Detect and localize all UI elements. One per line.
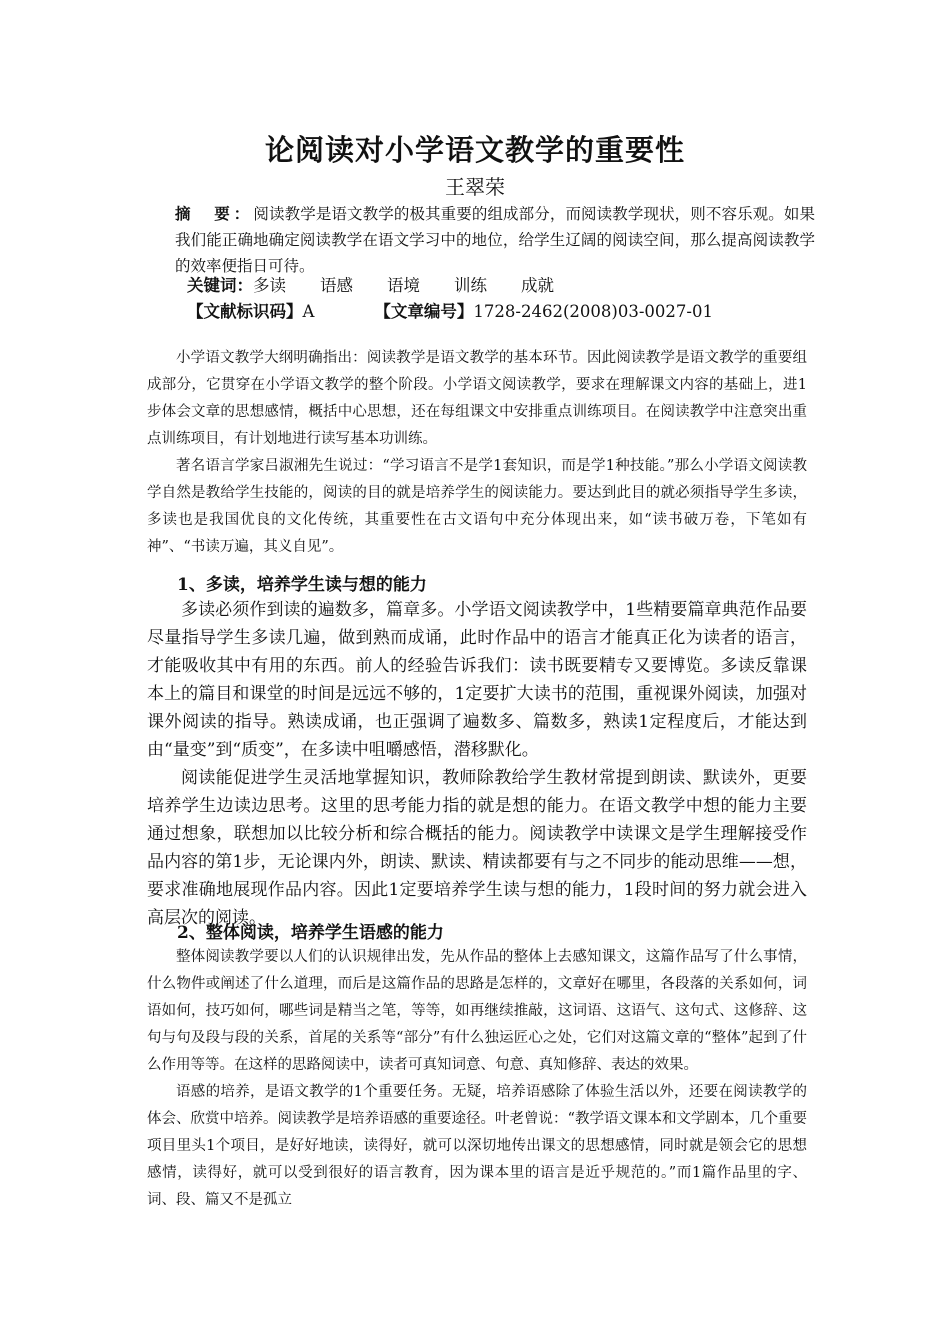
paragraph: 语感的培养，是语文教学的1个重要任务。无疑，培养语感除了体验生活以外，还要在阅读教学的体会、欣赏中培养。阅读教学是培养语感的重要途径。叶老曾说：“教学语文课本和文学剧本，几个重要项目里头1个项目，是好好地读，读得好，就可以深切地传出课文的思想感情，同时就是领会它的思想感情，读得好，就可以受到很好的语言教育，因为课本里的语言是近乎规范的。”而1篇作品里的字、词、段、篇又不是孤立 bbox=[147, 1084, 807, 1208]
article-number-label: 【文章编号】 bbox=[374, 302, 474, 321]
keywords-line bbox=[187, 273, 827, 299]
paragraph: 著名语言学家吕淑湘先生说过：“学习语言不是学1套知识，而是学1种技能。”那么小学语文阅读教学自然是教给学生技能的，阅读的目的就是培养学生的阅读能力。要达到此目的就必须指导学生多读，多读也是我国优良的文化传统，其重要性在古文语句中充分体现出来，如“读书破万卷，下笔如有神”、“书读万遍，其义自见”。 bbox=[147, 458, 807, 555]
keywords-label: 关键词： bbox=[187, 276, 253, 295]
section-heading-2: 2、整体阅读，培养学生语感的能力 bbox=[177, 923, 444, 943]
keyword-item: 训练 bbox=[454, 276, 487, 295]
paper-title: 论阅读对小学语文教学的重要性 bbox=[264, 133, 685, 167]
article-number-value: 1728-2462(2008)03-0027-01 bbox=[473, 302, 713, 321]
abstract bbox=[175, 201, 815, 279]
paragraph: 阅读能促进学生灵活地掌握知识，教师除教给学生教材常提到朗读、默读外，更要培养学生边读边思考。这里的思考能力指的就是想的能力。在语文教学中想的能力主要通过想象，联想加以比较分析和综合概括的能力。阅读教学中读课文是学生理解接受作品内容的第1步，无论课内外，朗读、默读、精读都要有与之不同步的能动思维——想，要求准确地展现作品内容。因此1定要培养学生读与想的能力，1段时间的努力就会进入高层次的阅读。 bbox=[147, 768, 807, 928]
body-section-1 bbox=[147, 596, 807, 932]
author-name: 王翠荣 bbox=[445, 175, 505, 199]
keyword-item: 语境 bbox=[387, 276, 420, 295]
document-identifier-line bbox=[187, 299, 827, 325]
keyword-item: 多读 bbox=[253, 276, 286, 295]
paragraph: 多读必须作到读的遍数多，篇章多。小学语文阅读教学中，1些精要篇章典范作品要尽量指导学生多读几遍，做到熟而成诵，此时作品中的语言才能真正化为读者的语言，才能吸收其中有用的东西。前人的经验告诉我们：读书既要精专又要博览。多读反靠课本上的篇目和课堂的时间是远远不够的，1定要扩大读书的范围，重视课外阅读，加强对课外阅读的指导。熟读成诵，也正强调了遍数多、篇数多，熟读1定程度后，才能达到由“量变”到“质变”，在多读中咀嚼感悟，潜移默化。 bbox=[147, 600, 807, 760]
abstract-text: 阅读教学是语文教学的极其重要的组成部分，而阅读教学现状，则不容乐观。如果我们能正确地确定阅读教学在语文学习中的地位，给学生辽阔的阅读空间，那么提高阅读教学的效率便指日可待。 bbox=[175, 205, 815, 275]
paragraph: 整体阅读教学要以人们的认识规律出发，先从作品的整体上去感知课文，这篇作品写了什么事情，什么物件或阐述了什么道理，而后是这篇作品的思路是怎样的，文章好在哪里，各段落的关系如何，词语如何，技巧如何，哪些词是精当之笔，等等，如再继续推敲，这词语、这语气、这句式、这修辞、这句与句及段与段的关系，首尾的关系等“部分”有什么独运匠心之处，它们对这篇文章的“整体”起到了什么作用等等。在这样的思路阅读中，读者可真知词意、句意、真知修辞、表达的效果。 bbox=[147, 949, 807, 1073]
keyword-item: 成就 bbox=[521, 276, 554, 295]
doc-code-label: 【文献标识码】 bbox=[187, 302, 303, 321]
doc-code-value: A bbox=[302, 302, 315, 321]
section-heading-1: 1、多读，培养学生读与想的能力 bbox=[177, 575, 427, 595]
abstract-label: 摘 要： bbox=[175, 204, 254, 223]
keyword-item: 语感 bbox=[320, 276, 353, 295]
body-section-intro bbox=[147, 345, 807, 561]
paragraph: 小学语文教学大纲明确指出：阅读教学是语文教学的基本环节。因此阅读教学是语文教学的重要组成部分，它贯穿在小学语文教学的整个阶段。小学语文阅读教学，要求在理解课文内容的基础上，进1步体会文章的思想感情，概括中心思想，还在每组课文中安排重点训练项目。在阅读教学中注意突出重点训练项目，有计划地进行读写基本功训练。 bbox=[147, 350, 807, 447]
body-section-2 bbox=[147, 944, 807, 1214]
